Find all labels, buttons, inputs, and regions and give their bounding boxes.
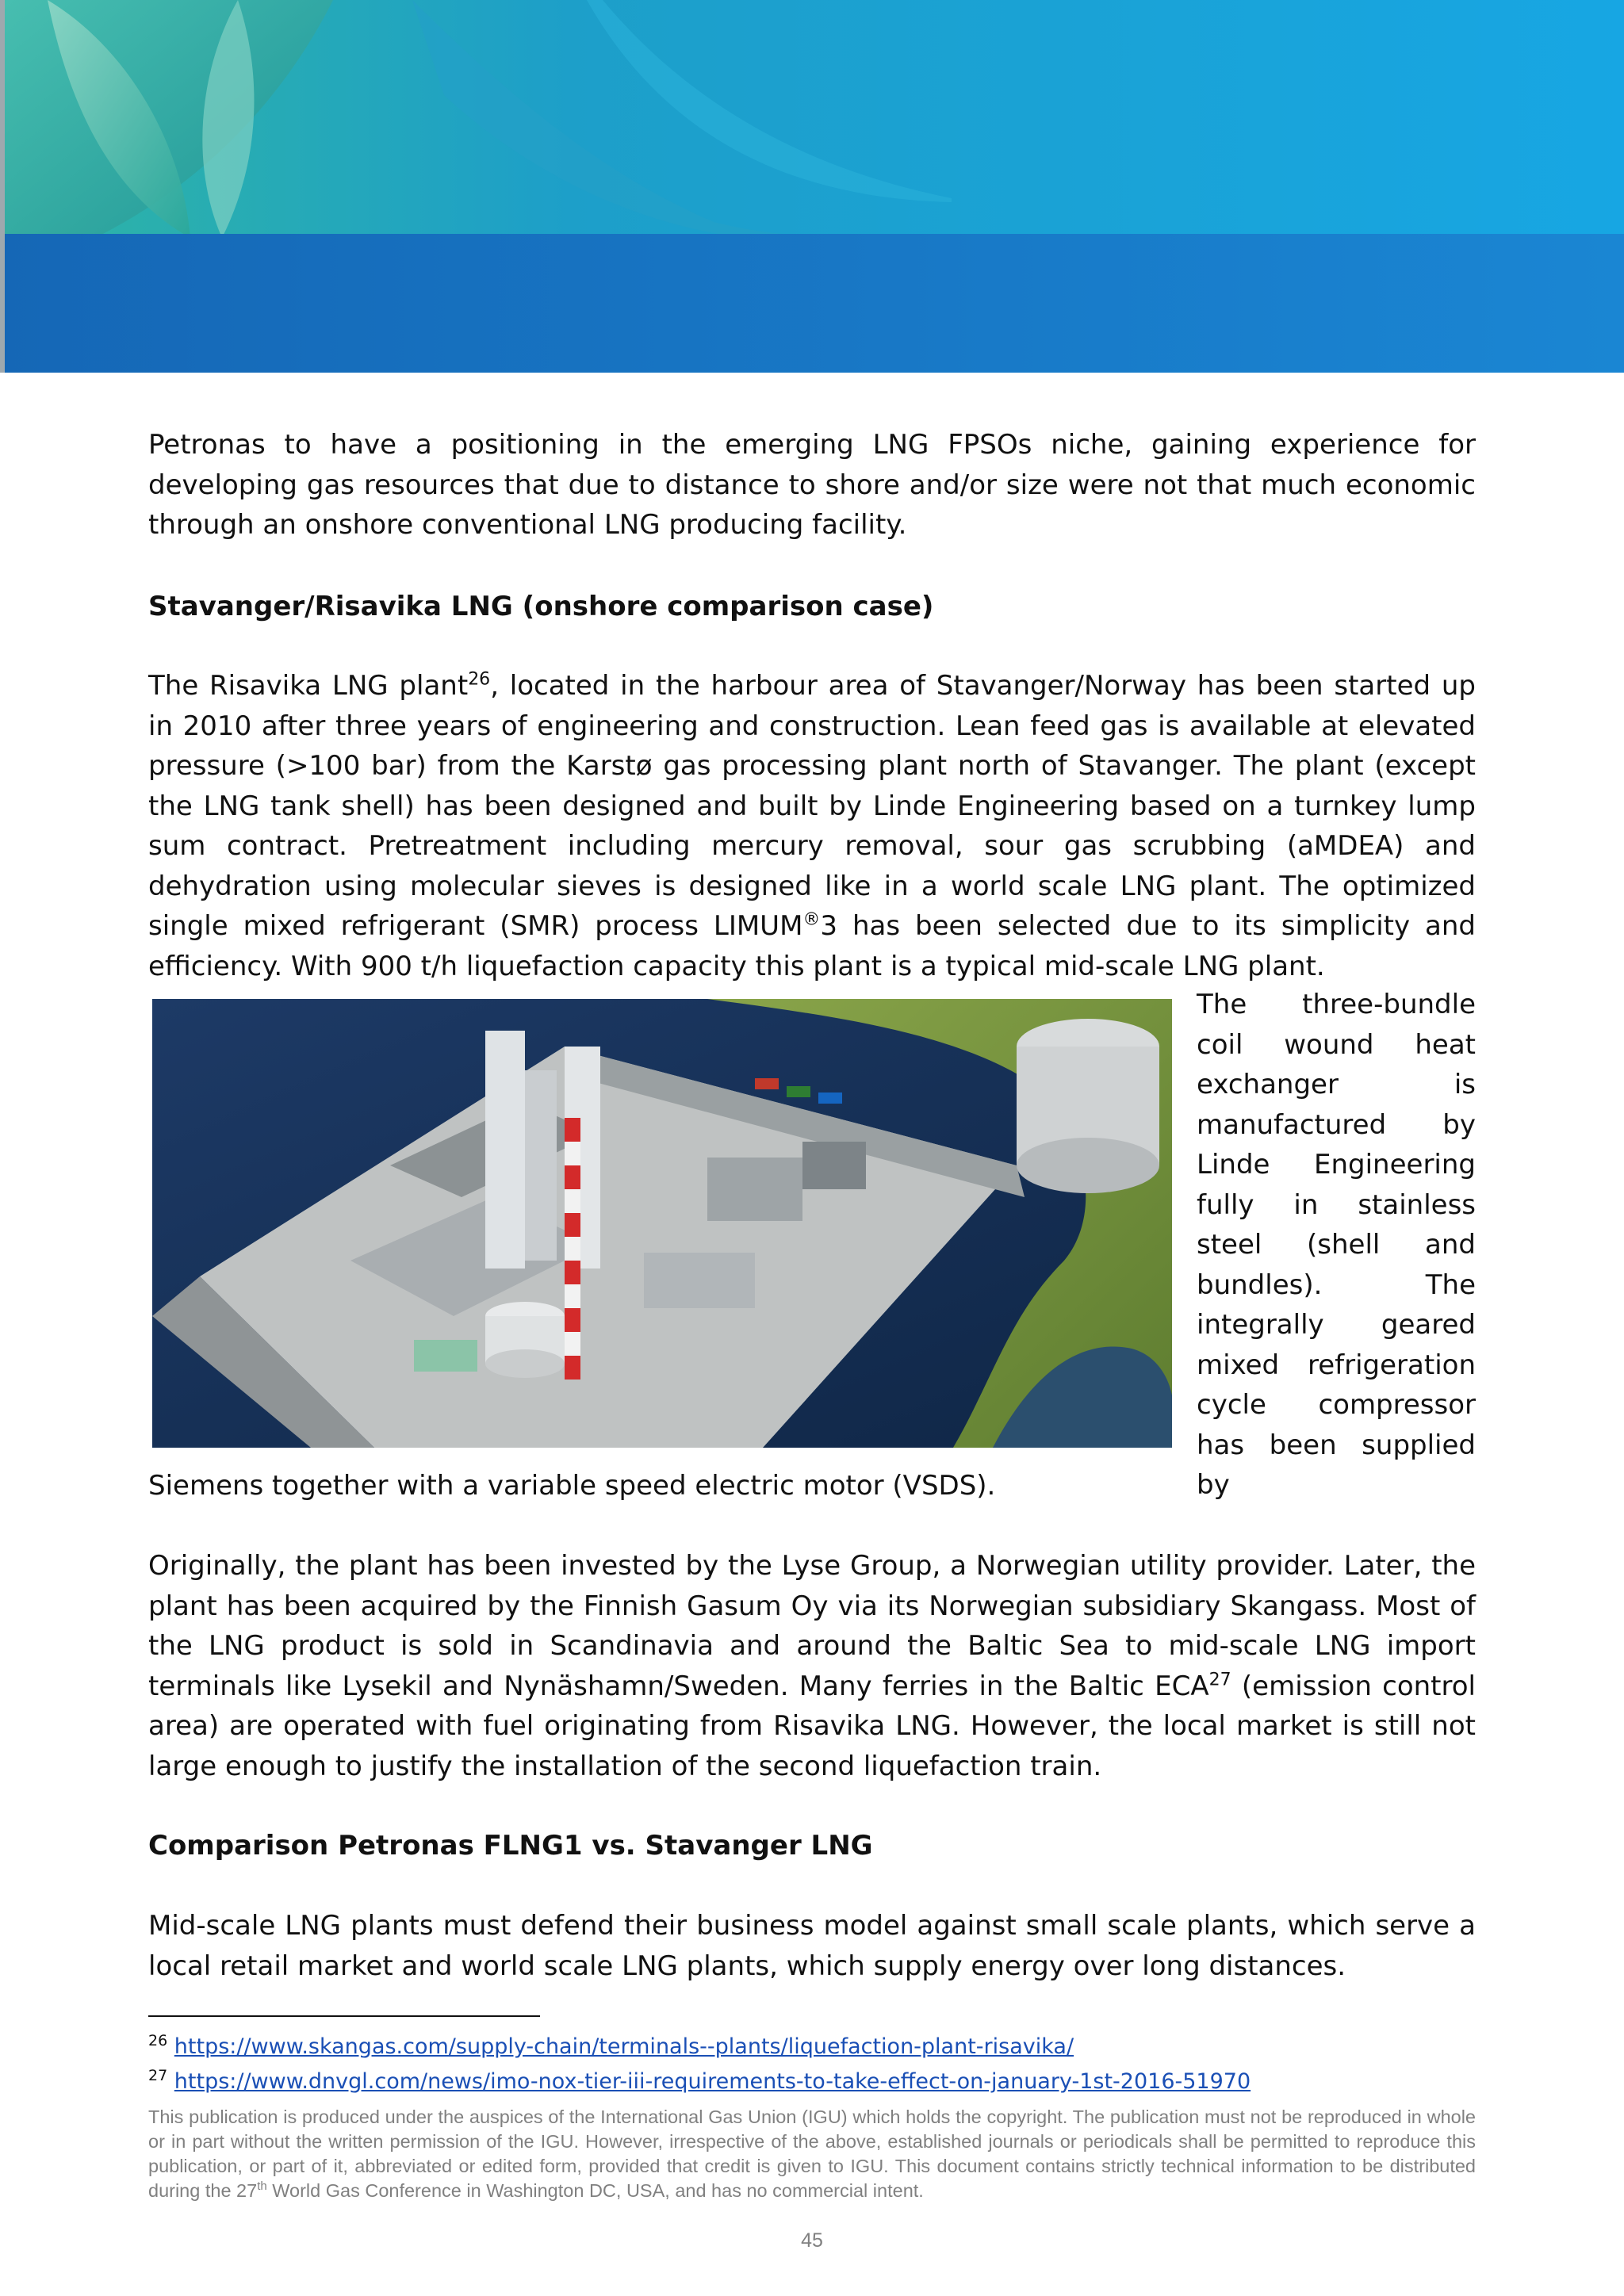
footnote-ref-26: 26	[468, 669, 491, 690]
comparison-paragraph: Mid-scale LNG plants must defend their business model against small scale plants, which serve a local retail market and world scale LNG plants, which supply energy over long distances.	[148, 1910, 1476, 1982]
section-heading-risavika: Stavanger/Risavika LNG (onshore comparison case)	[148, 591, 934, 622]
section-heading-comparison: Comparison Petronas FLNG1 vs. Stavanger LNG	[148, 1830, 873, 1862]
igu-disclaimer: This publication is produced under the auspices of the International Gas Union (IGU) which holds the copyright. The publication must not be reproduced in whole or in part without the written permission of the IGU. However, irrespective of the above, established journals or periodicals shall be permitted to reproduce this publication, or part of it, abbreviated or edited form, provided that credit is given to IGU. This document contains strictly technical information to be distributed during the 27th World Gas Conference in Washington DC, USA, and has no commercial intent.	[148, 2107, 1476, 2201]
photo-continuation-text: Siemens together with a variable speed electric motor (VSDS).	[148, 1470, 996, 1502]
risavika-plant-photo	[152, 999, 1172, 1448]
risavika-paragraph: The Risavika LNG plant$^{26}$, located in the harbour area of Stavanger/Norway has been started up in 2010 after three years of engineering and construction. Lean feed gas is available at elevated pressure (>100 bar) from the Karstø gas processing plant north of Stavanger. The plant (except the LNG tank shell) has been designed and built by Linde Engineering based on a turnkey lump sum contract. Pretreatment including mercury removal, sour gas scrubbing (aMDEA) and dehydration using molecular sieves is designed like in a world scale LNG plant. The optimized single mixed refrigerant (SMR) process LIMUM®3 has been selected due to its simplicity and efficiency. With 900 t/h liquefaction capacity this plant is a typical mid-scale LNG plant.	[148, 669, 1476, 982]
registered-mark: ®	[802, 909, 821, 930]
footnote-26-link[interactable]: https://www.skangas.com/supply-chain/terminals--plants/liquefaction-plant-risavika/	[174, 2034, 1074, 2059]
footnote-27: $^{27}$ https://www.dnvgl.com/news/imo-nox-tier-iii-requirements-to-take-effect-on-january-1st-2016-51970	[148, 2067, 1251, 2094]
footnote-ref-27: 27	[1208, 1670, 1231, 1690]
header-banner	[0, 0, 1624, 373]
footnote-27-link[interactable]: https://www.dnvgl.com/news/imo-nox-tier-iii-requirements-to-take-effect-on-january-1st-2016-51970	[174, 2069, 1251, 2094]
intro-paragraph: Petronas to have a positioning in the emerging LNG FPSOs niche, gaining experience for developing gas resources that due to distance to shore and/or size were not that much economic through an onshore conventional LNG producing facility.	[148, 429, 1476, 541]
footnote-separator	[148, 2015, 540, 2017]
footnote-26: $^{26}$ https://www.skangas.com/supply-chain/terminals--plants/liquefaction-plant-risavika/	[148, 2032, 1074, 2059]
page-number: 45	[801, 2229, 823, 2252]
photo-side-text: The three-bundle coil wound heat exchanger is manufactured by Linde Engineering fully in stainless steel (shell and bundles). The integrally geared mixed refrigeration cycle compressor has been supplied by	[1197, 989, 1476, 1501]
ownership-paragraph: Originally, the plant has been invested by the Lyse Group, a Norwegian utility provider. Later, the plant has been acquired by the Finnish Gasum Oy via its Norwegian subsidiary Skangass. Most of the LNG product is sold in Scandinavia and around the Baltic Sea to mid-scale LNG import terminals like Lysekil and Nynäshamn/Sweden. Many ferries in the Baltic ECA$^{27}$ (emission control area) are operated with fuel originating from Risavika LNG. However, the local market is still not large enough to justify the installation of the second liquefaction train.	[148, 1550, 1476, 1782]
